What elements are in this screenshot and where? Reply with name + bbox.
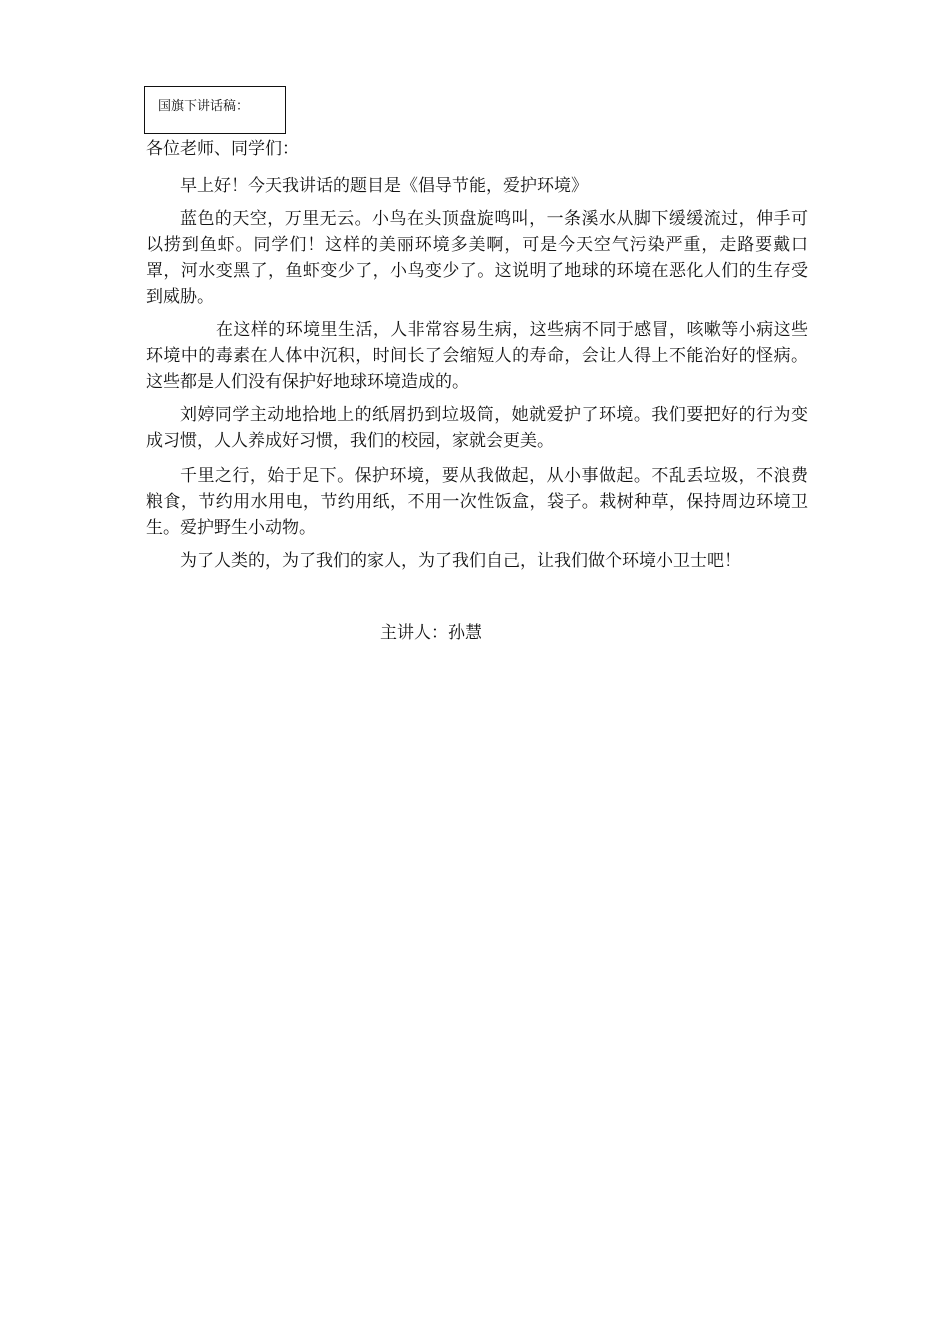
speech-label-box: 国旗下讲话稿： [144,86,286,134]
salutation: 各位老师、同学们： [146,139,299,159]
paragraph-example: 刘婷同学主动地拾地上的纸屑扔到垃圾筒，她就爱护了环境。我们要把好的行为变成习惯，人人养成好习惯，我们的校园，家就会更美。 [146,405,808,451]
paragraph-greeting: 早上好！今天我讲话的题目是《倡导节能，爱护环境》 [180,176,588,196]
paragraph-blue-sky: 蓝色的天空，万里无云。小鸟在头顶盘旋鸣叫，一条溪水从脚下缓缓流过，伸手可以捞到鱼虾。同学们！这样的美丽环境多美啊，可是今天空气污染严重，走路要戴口罩，河水变黑了，鱼虾变少了，小鸟变少了。这说明了地球的环境在恶化人们的生存受到威胁。 [146,209,808,307]
speaker-signature: 主讲人：孙慧 [380,623,482,643]
paragraph-actions: 千里之行，始于足下。保护环境，要从我做起，从小事做起。不乱丢垃圾，不浪费粮食，节约用水用电，节约用纸，不用一次性饭盒，袋子。栽树种草，保持周边环境卫生。爱护野生小动物。 [146,466,808,538]
paragraph-illness: 在这样的环境里生活，人非常容易生病，这些病不同于感冒，咳嗽等小病这些环境中的毒素在人体中沉积，时间长了会缩短人的寿命，会让人得上不能治好的怪病。这些都是人们没有保护好地球环境造成的。 [146,320,808,392]
paragraph-closing: 为了人类的，为了我们的家人，为了我们自己，让我们做个环境小卫士吧！ [180,551,741,571]
